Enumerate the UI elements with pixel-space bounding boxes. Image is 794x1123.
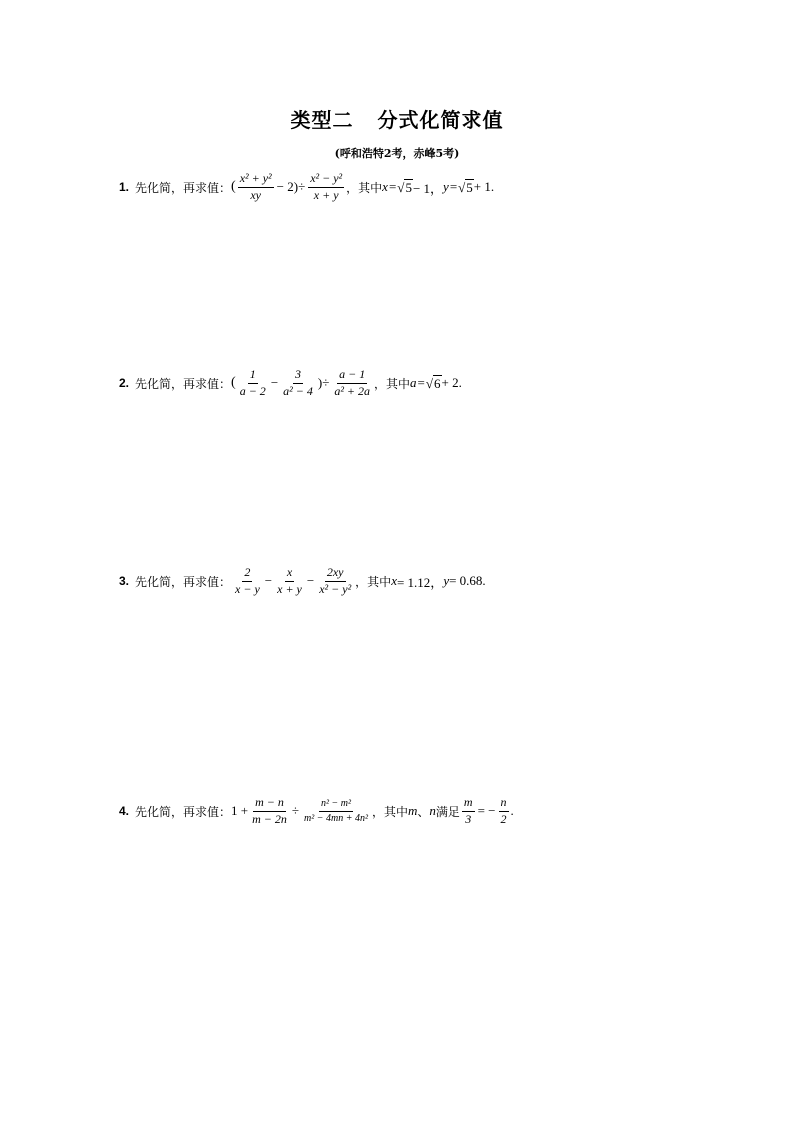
fraction: $\frac{m - n}{m - 2n}$ — [252, 795, 287, 826]
exam-frequency-note: (呼和浩特2考，赤峰5考) — [334, 147, 460, 160]
title-topic: 分式化简求值 — [377, 108, 504, 132]
fraction: $\frac{2xy}{\text{x² − y²}}$ — [319, 565, 352, 596]
fraction: $\frac{\text{x² − y²}}{x + y}$ — [310, 171, 343, 202]
fraction: $\frac{x}{x + y}$ — [277, 565, 302, 596]
problem-prompt: 先化简，再求值： — [135, 180, 232, 195]
problem-number: 3. — [119, 574, 130, 589]
problem-prompt: 先化简，再求值： — [135, 376, 232, 391]
fraction: $\frac{3}{\text{a² − 4}}$ — [283, 367, 313, 398]
problem-number: 2. — [119, 376, 130, 391]
problem-prompt: 先化简，再求值： — [135, 804, 232, 819]
fraction: $\frac{2}{x - y}$ — [235, 565, 260, 596]
problem-1: 1. 先化简，再求值： ( $\frac{\text{x² + y²}}{xy}$ − 2)÷ $\frac{\text{x² − y²}}{x + y}$ ，其中 x = √ 5 − 1， y = √ 5 + 1. — [119, 171, 495, 202]
fraction: $\frac{\text{x² + y²}}{xy}$ — [239, 171, 272, 202]
fraction: $\frac{m}{3}$ — [463, 795, 473, 826]
fraction: $\frac{1}{a - 2}$ — [239, 367, 266, 398]
fraction: $\frac{a - 1}{\text{a² + 2a}}$ — [334, 367, 371, 398]
square-root: √ 5 — [397, 179, 412, 195]
page-title — [0, 104, 794, 133]
square-root: √ 6 — [425, 375, 441, 391]
fraction: $\frac{n}{2}$ — [500, 795, 507, 826]
problem-prompt: 先化简，再求值： — [135, 574, 232, 589]
problem-number: 1. — [119, 180, 130, 195]
title-type: 类型二 — [290, 108, 354, 132]
problem-3: 3. 先化简，再求值： $\frac{2}{x - y}$ − $\frac{x}{x + y}$ − $\frac{2xy}{\text{x² − y²}}$ ，其中 x = 1.12， y = 0.68. — [119, 565, 486, 596]
square-root: √ 5 — [458, 179, 473, 195]
problem-4: 4. 先化简，再求值： 1 + $\frac{m - n}{m - 2n}$ ÷ $\frac{\text{n² − m²}}{\text{m² − 4mn + 4n²}}$ ，其中 m 、 n 满足 $\frac{m}{3}$ = − $\frac{n}{2}$ . — [119, 795, 514, 826]
problem-2: 2. 先化简，再求值： ( $\frac{1}{a - 2}$ − $\frac{3}{\text{a² − 4}}$ )÷ $\frac{a - 1}{\text{a² + 2a}}$ ，其中 a = √ 6 + 2. — [119, 367, 462, 398]
fraction: $\frac{\text{n² − m²}}{\text{m² − 4mn + 4n²}}$ — [304, 798, 368, 824]
problem-number: 4. — [119, 804, 130, 819]
